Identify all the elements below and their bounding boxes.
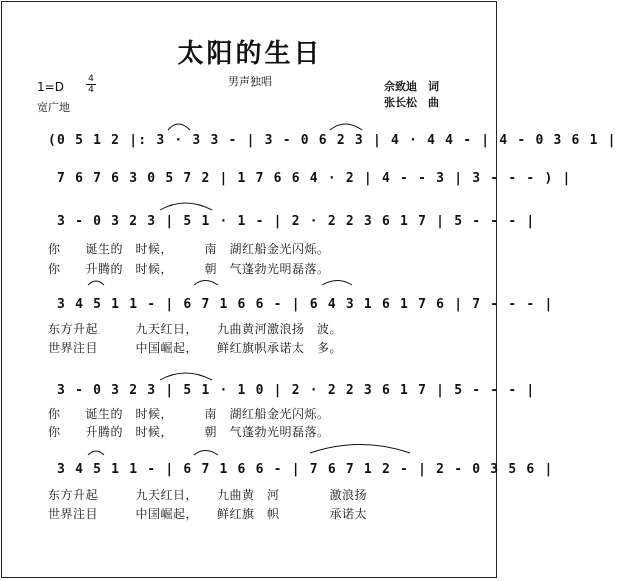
song-title: 太阳的生日 bbox=[177, 39, 323, 69]
slur-mark bbox=[160, 203, 212, 210]
time-signature-bottom: 4 bbox=[88, 85, 94, 95]
tempo-marking: 宽广地 bbox=[37, 101, 70, 114]
notation-row-2: 7 6 7 6 3 0 5 7 2 | 1 7 6 6 4 · 2 | 4 - - 3 | 3 - - - ) | bbox=[48, 171, 572, 186]
lyric-row-6b: 世界注目 中国崛起， 鲜红旗 帜 承诺太 bbox=[48, 507, 368, 521]
slur-mark bbox=[88, 281, 104, 285]
slur-mark bbox=[194, 281, 218, 286]
notation-row-5: 3 - 0 3 2 3 | 5 1 · 1 0 | 2 · 2 2 3 6 1 7 | 5 - - - | bbox=[48, 383, 536, 398]
key-signature: 1=D bbox=[37, 80, 64, 94]
slur-mark bbox=[168, 124, 190, 130]
lyric-row-5a: 你 诞生的 时候， 南 湖红船金光闪烁。 bbox=[48, 407, 330, 421]
notation-row-4: 3 4 5 1 1 - | 6 7 1 6 6 - | 6 4 3 1 6 1 7 6 | 7 - - - | bbox=[48, 297, 554, 312]
lyric-row-4b: 世界注目 中国崛起， 鲜红旗帜承诺太 多。 bbox=[48, 341, 343, 355]
lyric-row-3b: 你 升腾的 时候， 朝 气蓬勃光明磊落。 bbox=[48, 262, 330, 276]
slur-mark bbox=[194, 451, 218, 456]
slur-mark bbox=[160, 373, 212, 380]
notation-row-6: 3 4 5 1 1 - | 6 7 1 6 6 - | 7 6 7 1 2 - | 2 - 0 3 5 6 | bbox=[48, 462, 554, 477]
notation-row-1: (0 5 1 2 |: 3 · 3 3 - | 3 - 0 6 2 3 | 4 · 4 4 - | 4 - 0 3 6 1 | bbox=[48, 133, 617, 148]
lyric-row-4a: 东方升起 九天红日， 九曲黄河激浪扬 波。 bbox=[48, 322, 343, 336]
lyric-row-5b: 你 升腾的 时候， 朝 气蓬勃光明磊落。 bbox=[48, 425, 330, 439]
lyricist-credit: 佘致迪 词 bbox=[384, 80, 439, 93]
slur-mark bbox=[310, 445, 410, 454]
composer-credit: 张长松 曲 bbox=[384, 96, 439, 109]
notation-row-3: 3 - 0 3 2 3 | 5 1 · 1 - | 2 · 2 2 3 6 1 7 | 5 - - - | bbox=[48, 214, 536, 229]
lyric-row-6a: 东方升起 九天红日， 九曲黄 河 激浪扬 bbox=[48, 488, 368, 502]
lyric-row-3a: 你 诞生的 时候， 南 湖红船金光闪烁。 bbox=[48, 242, 330, 256]
slur-mark bbox=[322, 281, 352, 286]
slur-mark bbox=[330, 124, 362, 130]
slur-mark bbox=[88, 451, 104, 455]
time-signature-top: 4 bbox=[88, 74, 94, 84]
performance-type: 男声独唱 bbox=[228, 75, 272, 88]
